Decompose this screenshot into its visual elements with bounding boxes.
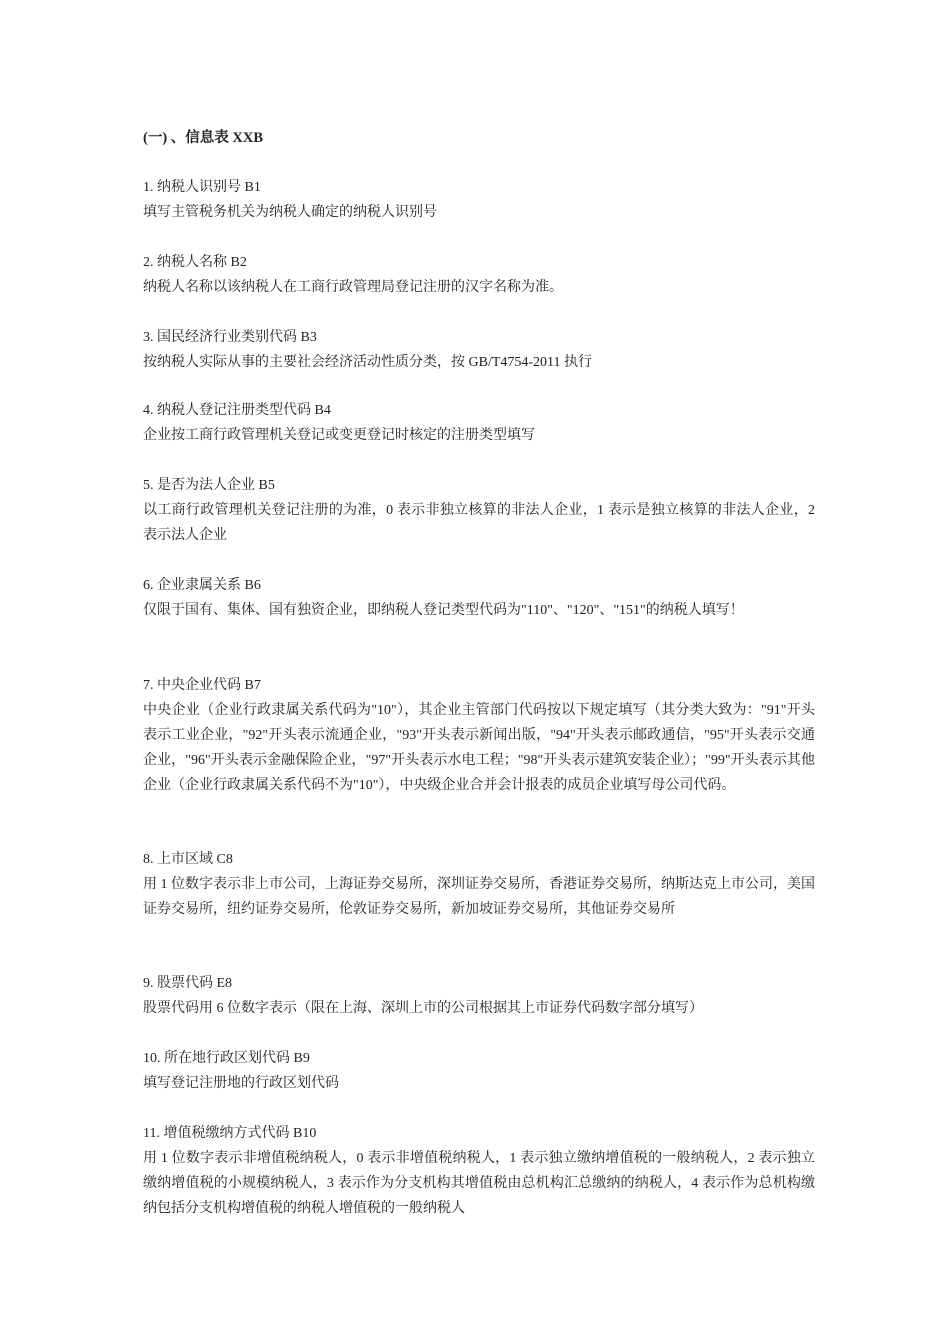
section-body: 按纳税人实际从事的主要社会经济活动性质分类，按 GB/T4754-2011 执行 (143, 355, 593, 370)
section-title: 10. 所在地行政区划代码 B9 (143, 1051, 310, 1066)
section-body: 仅限于国有、集体、国有独资企业，即纳税人登记类型代码为"110"、"120"、"151"的纳税人填写！ (143, 603, 744, 618)
section-8 (143, 847, 815, 922)
section-5 (143, 473, 815, 548)
section-title: 4. 纳税人登记注册类型代码 B4 (143, 403, 331, 418)
section-title: 1. 纳税人识别号 B1 (143, 180, 261, 195)
section-body: 填写登记注册地的行政区划代码 (143, 1076, 339, 1091)
section-body: 股票代码用 6 位数字表示（限在上海、深圳上市的公司根据其上市证券代码数字部分填写） (143, 1001, 703, 1016)
section-title: 3. 国民经济行业类别代码 B3 (143, 330, 317, 345)
section-title: 8. 上市区域 C8 (143, 852, 233, 867)
section-4 (143, 398, 815, 448)
section-body: 企业按工商行政管理机关登记或变更登记时核定的注册类型填写 (143, 428, 535, 443)
section-2 (143, 250, 815, 300)
document-heading: (一) 、信息表 XXB (143, 130, 264, 146)
section-3 (143, 325, 815, 375)
section-body: 中央企业（企业行政隶属关系代码为"10"），其企业主管部门代码按以下规定填写（其分类大致为："91"开头表示工业企业，"92"开头表示流通企业，"93"开头表示新闻出版，"94"开头表示邮政通信，"95"开头表示交通企业，"96"开头表示金融保险企业，"97"开头表示水电工程；"98"开头表示建筑安装企业）；"99"开头表示其他企业（企业行政隶属关系代码不为"10"），中央级企业合并会计报表的成员企业填写母公司代码。 (143, 703, 815, 793)
section-9 (143, 971, 815, 1021)
section-title: 11. 增值税缴纳方式代码 B10 (143, 1126, 317, 1141)
section-title: 2. 纳税人名称 B2 (143, 255, 247, 270)
section-body: 用 1 位数字表示非增值税纳税人，0 表示非增值税纳税人，1 表示独立缴纳增值税的一般纳税人，2 表示独立缴纳增值税的小规模纳税人，3 表示作为分支机构其增值税由总机构汇总缴纳的纳税人，4 表示作为总机构缴纳包括分支机构增值税的纳税人增值税的一般纳税人 (143, 1151, 815, 1216)
section-11 (143, 1121, 815, 1221)
section-6 (143, 573, 815, 623)
section-10 (143, 1046, 815, 1096)
section-body: 纳税人名称以该纳税人在工商行政管理局登记注册的汉字名称为准。 (143, 280, 563, 295)
section-title: 9. 股票代码 E8 (143, 976, 233, 991)
section-7 (143, 673, 815, 798)
section-body: 填写主管税务机关为纳税人确定的纳税人识别号 (143, 205, 437, 220)
section-body: 以工商行政管理机关登记注册的为准，0 表示非独立核算的非法人企业，1 表示是独立核算的非法人企业，2 表示法人企业 (143, 503, 815, 543)
section-body: 用 1 位数字表示非上市公司，上海证券交易所，深圳证券交易所，香港证券交易所，纳斯达克上市公司，美国证券交易所，纽约证券交易所，伦敦证券交易所，新加坡证券交易所，其他证券交易所 (143, 877, 815, 917)
section-1 (143, 175, 815, 225)
section-title: 7. 中央企业代码 B7 (143, 678, 261, 693)
section-title: 5. 是否为法人企业 B5 (143, 478, 275, 493)
section-title: 6. 企业隶属关系 B6 (143, 578, 261, 593)
